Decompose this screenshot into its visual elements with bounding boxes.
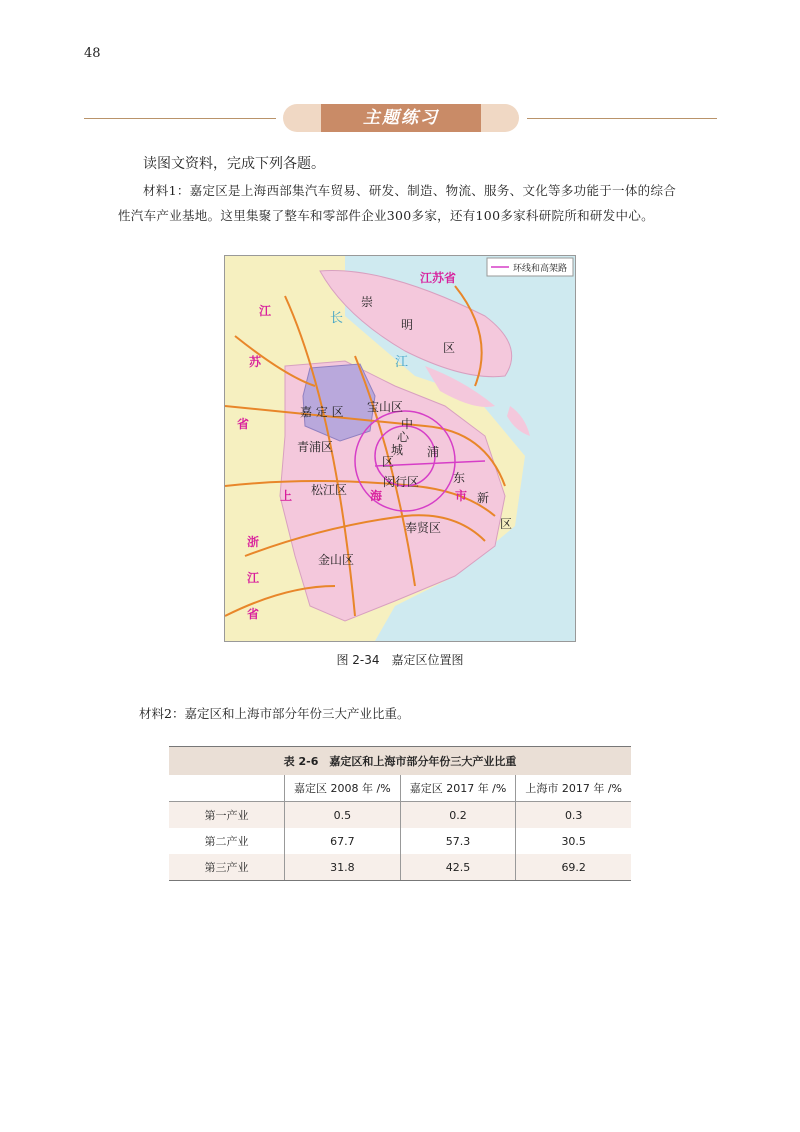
svg-text:江: 江 [259, 304, 272, 318]
svg-text:松江区: 松江区 [311, 483, 348, 497]
header-cell: 嘉定区 2017 年 /% [400, 775, 516, 802]
svg-text:区: 区 [500, 517, 513, 531]
svg-text:区: 区 [382, 455, 395, 469]
svg-text:青浦区: 青浦区 [297, 440, 334, 454]
material1-line1: 材料1：嘉定区是上海西部集汽车贸易、研发、制造、物流、服务、文化等多功能于一体的综合 [143, 183, 677, 198]
table-cell: 31.8 [285, 854, 401, 881]
svg-text:城: 城 [391, 443, 404, 457]
svg-text:海: 海 [370, 489, 383, 503]
table-cell: 30.5 [516, 828, 631, 854]
svg-text:江: 江 [395, 355, 409, 370]
table-cell: 0.3 [516, 802, 631, 829]
label-jiangsu-prov: 江苏省 [420, 271, 457, 285]
table-header-row [169, 775, 631, 802]
svg-text:闵行区: 闵行区 [383, 475, 420, 489]
svg-text:上: 上 [280, 489, 293, 503]
map-graphic [225, 256, 575, 641]
legend-label: 环线和高架路 [513, 264, 568, 274]
material1-line2: 性汽车产业基地。这里集聚了整车和零部件企业300多家，还有100多家科研院所和研发中心。 [118, 208, 654, 223]
header-cell [169, 775, 285, 802]
intro-text: 读图文资料，完成下列各题。 [143, 156, 325, 172]
svg-text:苏: 苏 [249, 355, 262, 369]
table-cell: 67.7 [285, 828, 401, 854]
table-cell: 0.5 [285, 802, 401, 829]
table-title: 表 2-6 嘉定区和上海市部分年份三大产业比重 [169, 747, 631, 776]
header-rule-right [527, 118, 717, 119]
jiading-location-map [224, 255, 576, 642]
material2-text: 材料2：嘉定区和上海市部分年份三大产业比重。 [139, 706, 410, 721]
svg-text:东: 东 [453, 471, 466, 485]
table-row [169, 828, 631, 854]
header-cell: 上海市 2017 年 /% [516, 775, 631, 802]
svg-text:市: 市 [455, 489, 468, 503]
section-banner [283, 104, 519, 132]
svg-text:心: 心 [397, 430, 410, 444]
industry-table [169, 746, 631, 881]
svg-text:明: 明 [401, 318, 414, 332]
svg-text:省: 省 [237, 417, 250, 431]
table-title-row [169, 747, 631, 776]
table-row [169, 802, 631, 829]
header-rule-left [84, 118, 276, 119]
svg-text:奉贤区: 奉贤区 [405, 521, 442, 535]
svg-text:新: 新 [477, 491, 490, 505]
svg-text:金山区: 金山区 [318, 553, 355, 567]
svg-text:区: 区 [443, 341, 456, 355]
table-cell: 69.2 [516, 854, 631, 881]
svg-text:中: 中 [401, 417, 414, 431]
svg-text:浦: 浦 [427, 445, 440, 459]
section-title: 主题练习 [321, 104, 481, 132]
header-cell: 嘉定区 2008 年 /% [285, 775, 401, 802]
figure-caption: 图 2-34 嘉定区位置图 [336, 653, 464, 667]
row-label: 第一产业 [169, 802, 285, 829]
svg-text:省: 省 [247, 607, 260, 621]
label-jiading: 嘉 定 区 [300, 405, 344, 419]
table-row [169, 854, 631, 881]
svg-text:浙: 浙 [247, 535, 260, 549]
svg-text:长: 长 [330, 311, 344, 326]
table-cell: 57.3 [400, 828, 516, 854]
svg-text:江: 江 [247, 571, 260, 585]
table-cell: 0.2 [400, 802, 516, 829]
page-number: 48 [84, 46, 101, 61]
svg-text:崇: 崇 [361, 295, 374, 309]
table-cell: 42.5 [400, 854, 516, 881]
row-label: 第二产业 [204, 835, 249, 848]
svg-text:宝山区: 宝山区 [367, 400, 404, 414]
row-label: 第三产业 [169, 854, 285, 881]
